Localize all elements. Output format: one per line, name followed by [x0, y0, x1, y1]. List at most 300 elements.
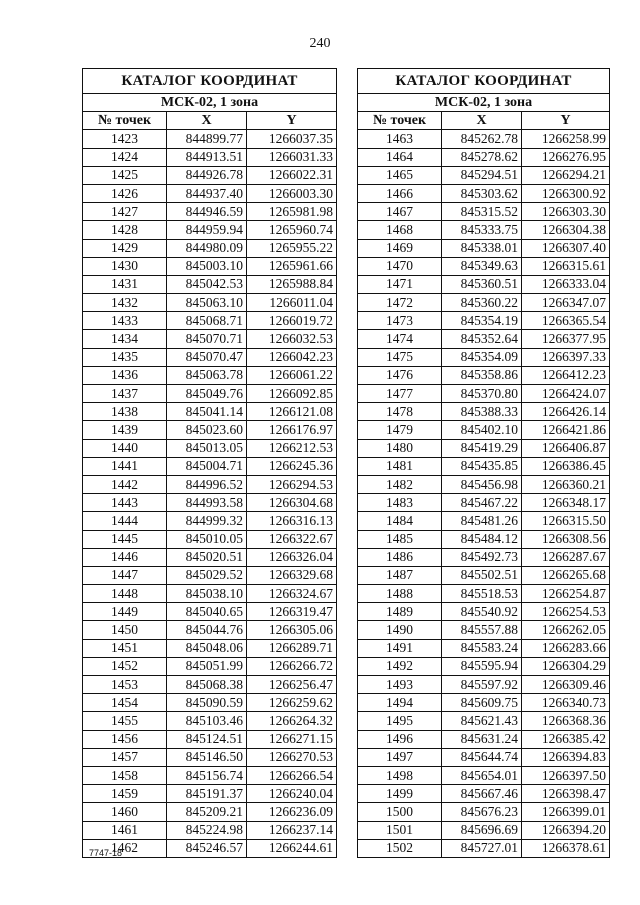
coord-x: 845360.51	[442, 275, 522, 293]
coord-y: 1266289.71	[247, 639, 337, 657]
coord-y: 1266394.20	[522, 821, 610, 839]
point-number: 1445	[83, 530, 167, 548]
point-number: 1473	[358, 312, 442, 330]
table-row	[83, 294, 337, 312]
coord-y: 1266061.22	[247, 366, 337, 384]
coord-y: 1265955.22	[247, 239, 337, 257]
coord-x: 845191.37	[167, 785, 247, 803]
coord-y: 1266244.61	[247, 839, 337, 857]
point-number: 1444	[83, 512, 167, 530]
coord-x: 845146.50	[167, 748, 247, 766]
coord-y: 1266287.67	[522, 548, 610, 566]
table-row	[83, 203, 337, 221]
coord-x: 845023.60	[167, 421, 247, 439]
coord-y: 1266240.04	[247, 785, 337, 803]
table-row	[83, 548, 337, 566]
coord-y: 1266406.87	[522, 439, 610, 457]
point-number: 1487	[358, 566, 442, 584]
table-row	[358, 166, 610, 184]
coord-y: 1266254.53	[522, 603, 610, 621]
coord-y: 1266236.09	[247, 803, 337, 821]
coord-y: 1266264.32	[247, 712, 337, 730]
point-number: 1458	[83, 766, 167, 784]
coord-y: 1266322.67	[247, 530, 337, 548]
point-number: 1467	[358, 203, 442, 221]
coord-x: 844946.59	[167, 203, 247, 221]
coord-x: 844996.52	[167, 475, 247, 493]
coord-y: 1266037.35	[247, 130, 337, 148]
coord-y: 1266303.30	[522, 203, 610, 221]
coord-y: 1266326.04	[247, 548, 337, 566]
coord-x: 845540.92	[442, 603, 522, 621]
coord-x: 845246.57	[167, 839, 247, 857]
table-row	[358, 566, 610, 584]
coord-y: 1266368.36	[522, 712, 610, 730]
coord-y: 1265960.74	[247, 221, 337, 239]
coord-x: 845209.21	[167, 803, 247, 821]
coord-x: 845041.14	[167, 403, 247, 421]
point-number: 1481	[358, 457, 442, 475]
table-row	[83, 457, 337, 475]
coord-x: 845484.12	[442, 530, 522, 548]
table-row	[83, 130, 337, 148]
table-row	[83, 312, 337, 330]
table-row	[83, 694, 337, 712]
table-row	[358, 294, 610, 312]
coord-x: 844926.78	[167, 166, 247, 184]
coord-x: 845349.63	[442, 257, 522, 275]
coord-x: 845518.53	[442, 585, 522, 603]
coord-x: 845042.53	[167, 275, 247, 293]
table-row	[83, 275, 337, 293]
coord-x: 845333.75	[442, 221, 522, 239]
coord-x: 845609.75	[442, 694, 522, 712]
coord-x: 845667.46	[442, 785, 522, 803]
table-row	[83, 512, 337, 530]
coord-x: 845354.19	[442, 312, 522, 330]
coord-y: 1266092.85	[247, 385, 337, 403]
coord-x: 845029.52	[167, 566, 247, 584]
table-row	[83, 676, 337, 694]
point-number: 1462	[83, 839, 167, 857]
table-row	[83, 803, 337, 821]
catalog-body-left	[83, 130, 337, 858]
point-number: 1461	[83, 821, 167, 839]
point-number: 1425	[83, 166, 167, 184]
coord-x: 845467.22	[442, 494, 522, 512]
point-number: 1434	[83, 330, 167, 348]
point-number: 1450	[83, 621, 167, 639]
point-number: 1483	[358, 494, 442, 512]
point-number: 1489	[358, 603, 442, 621]
table-row	[358, 203, 610, 221]
table-row	[358, 494, 610, 512]
coord-x: 845068.71	[167, 312, 247, 330]
point-number: 1465	[358, 166, 442, 184]
point-number: 1431	[83, 275, 167, 293]
coord-y: 1266319.47	[247, 603, 337, 621]
coord-y: 1266377.95	[522, 330, 610, 348]
point-number: 1496	[358, 730, 442, 748]
coord-y: 1266032.53	[247, 330, 337, 348]
point-number: 1500	[358, 803, 442, 821]
point-number: 1437	[83, 385, 167, 403]
coord-y: 1266265.68	[522, 566, 610, 584]
point-number: 1463	[358, 130, 442, 148]
coord-y: 1265981.98	[247, 203, 337, 221]
document-code: 7747-18	[89, 848, 123, 858]
table-row	[83, 366, 337, 384]
point-number: 1493	[358, 676, 442, 694]
coord-x: 845388.33	[442, 403, 522, 421]
coord-y: 1266003.30	[247, 184, 337, 202]
coord-y: 1266031.33	[247, 148, 337, 166]
table-row	[358, 348, 610, 366]
coord-y: 1266340.73	[522, 694, 610, 712]
coord-x: 845360.22	[442, 294, 522, 312]
table-row	[83, 494, 337, 512]
coord-y: 1266271.15	[247, 730, 337, 748]
coord-y: 1266304.38	[522, 221, 610, 239]
point-number: 1435	[83, 348, 167, 366]
coord-x: 845090.59	[167, 694, 247, 712]
coord-y: 1266022.31	[247, 166, 337, 184]
point-number: 1423	[83, 130, 167, 148]
coord-x: 845070.71	[167, 330, 247, 348]
coord-y: 1266421.86	[522, 421, 610, 439]
coord-y: 1266266.72	[247, 657, 337, 675]
coord-x: 845038.10	[167, 585, 247, 603]
coord-x: 845621.43	[442, 712, 522, 730]
coord-x: 845644.74	[442, 748, 522, 766]
coord-y: 1266262.05	[522, 621, 610, 639]
column-header-x: X	[442, 112, 522, 130]
coord-y: 1266304.68	[247, 494, 337, 512]
table-row	[358, 403, 610, 421]
coord-y: 1266360.21	[522, 475, 610, 493]
coord-x: 845063.78	[167, 366, 247, 384]
coord-y: 1266426.14	[522, 403, 610, 421]
coord-y: 1266270.53	[247, 748, 337, 766]
point-number: 1492	[358, 657, 442, 675]
coord-x: 845419.29	[442, 439, 522, 457]
coord-x: 845020.51	[167, 548, 247, 566]
point-number: 1430	[83, 257, 167, 275]
coord-y: 1266307.40	[522, 239, 610, 257]
coord-x: 845010.05	[167, 530, 247, 548]
coord-y: 1265961.66	[247, 257, 337, 275]
point-number: 1488	[358, 585, 442, 603]
table-row	[83, 748, 337, 766]
column-header-y: Y	[522, 112, 610, 130]
table-row	[358, 421, 610, 439]
point-number: 1441	[83, 457, 167, 475]
point-number: 1442	[83, 475, 167, 493]
coord-x: 845068.38	[167, 676, 247, 694]
table-row	[83, 603, 337, 621]
table-row	[358, 548, 610, 566]
coord-x: 845156.74	[167, 766, 247, 784]
point-number: 1475	[358, 348, 442, 366]
coord-y: 1266424.07	[522, 385, 610, 403]
coord-x: 845354.09	[442, 348, 522, 366]
coord-y: 1265988.84	[247, 275, 337, 293]
table-row	[83, 821, 337, 839]
coord-x: 845492.73	[442, 548, 522, 566]
coord-y: 1266329.68	[247, 566, 337, 584]
page-number: 240	[309, 36, 331, 51]
coord-y: 1266316.13	[247, 512, 337, 530]
table-row	[83, 621, 337, 639]
coord-y: 1266315.61	[522, 257, 610, 275]
coord-x: 845583.24	[442, 639, 522, 657]
table-row	[358, 657, 610, 675]
table-row	[83, 348, 337, 366]
table-row	[358, 712, 610, 730]
coord-y: 1266397.33	[522, 348, 610, 366]
table-row	[358, 530, 610, 548]
coord-y: 1266294.53	[247, 475, 337, 493]
coord-x: 845049.76	[167, 385, 247, 403]
coord-x: 845676.23	[442, 803, 522, 821]
table-row	[83, 166, 337, 184]
coordinate-catalog-left	[82, 68, 337, 858]
table-row	[358, 676, 610, 694]
table-row	[358, 585, 610, 603]
coord-x: 845303.62	[442, 184, 522, 202]
point-number: 1427	[83, 203, 167, 221]
coord-x: 845103.46	[167, 712, 247, 730]
point-number: 1460	[83, 803, 167, 821]
coord-y: 1266300.92	[522, 184, 610, 202]
coord-x: 845051.99	[167, 657, 247, 675]
coord-y: 1266019.72	[247, 312, 337, 330]
catalog-body-right	[358, 130, 610, 858]
point-number: 1486	[358, 548, 442, 566]
point-number: 1443	[83, 494, 167, 512]
table-row	[358, 803, 610, 821]
coord-y: 1266378.61	[522, 839, 610, 857]
coord-y: 1266276.95	[522, 148, 610, 166]
table-row	[358, 148, 610, 166]
table-row	[358, 130, 610, 148]
point-number: 1446	[83, 548, 167, 566]
table-row	[358, 221, 610, 239]
table-row	[83, 421, 337, 439]
coord-x: 845044.76	[167, 621, 247, 639]
coord-x: 845696.69	[442, 821, 522, 839]
coordinate-system-label: МСК-02, 1 зона	[83, 94, 337, 112]
coord-x: 845063.10	[167, 294, 247, 312]
coord-y: 1266237.14	[247, 821, 337, 839]
table-row	[358, 621, 610, 639]
coord-y: 1266294.21	[522, 166, 610, 184]
coord-y: 1266042.23	[247, 348, 337, 366]
point-number: 1440	[83, 439, 167, 457]
point-number: 1484	[358, 512, 442, 530]
table-row	[83, 566, 337, 584]
point-number: 1491	[358, 639, 442, 657]
table-row	[358, 694, 610, 712]
coord-x: 845358.86	[442, 366, 522, 384]
coord-x: 844913.51	[167, 148, 247, 166]
point-number: 1499	[358, 785, 442, 803]
point-number: 1457	[83, 748, 167, 766]
coord-x: 845315.52	[442, 203, 522, 221]
coord-y: 1266305.06	[247, 621, 337, 639]
point-number: 1452	[83, 657, 167, 675]
point-number: 1480	[358, 439, 442, 457]
point-number: 1476	[358, 366, 442, 384]
table-row	[83, 475, 337, 493]
coord-x: 845004.71	[167, 457, 247, 475]
point-number: 1429	[83, 239, 167, 257]
coord-y: 1266011.04	[247, 294, 337, 312]
table-row	[83, 385, 337, 403]
coord-x: 844937.40	[167, 184, 247, 202]
table-row	[358, 766, 610, 784]
table-row	[358, 257, 610, 275]
coord-y: 1266398.47	[522, 785, 610, 803]
coord-x: 845597.92	[442, 676, 522, 694]
coord-y: 1266394.83	[522, 748, 610, 766]
table-row	[83, 330, 337, 348]
coord-y: 1266176.97	[247, 421, 337, 439]
table-row	[83, 184, 337, 202]
coord-x: 845124.51	[167, 730, 247, 748]
point-number: 1455	[83, 712, 167, 730]
coord-y: 1266386.45	[522, 457, 610, 475]
coord-x: 845727.01	[442, 839, 522, 857]
table-row	[358, 748, 610, 766]
table-row	[83, 639, 337, 657]
table-row	[83, 439, 337, 457]
column-header-y: Y	[247, 112, 337, 130]
coord-x: 845595.94	[442, 657, 522, 675]
point-number: 1454	[83, 694, 167, 712]
coord-y: 1266283.66	[522, 639, 610, 657]
point-number: 1494	[358, 694, 442, 712]
point-number: 1479	[358, 421, 442, 439]
table-row	[83, 148, 337, 166]
point-number: 1426	[83, 184, 167, 202]
table-row	[83, 712, 337, 730]
coord-y: 1266399.01	[522, 803, 610, 821]
coord-y: 1266309.46	[522, 676, 610, 694]
coord-x: 844959.94	[167, 221, 247, 239]
point-number: 1495	[358, 712, 442, 730]
table-row	[83, 785, 337, 803]
coord-x: 845481.26	[442, 512, 522, 530]
coord-y: 1266308.56	[522, 530, 610, 548]
table-row	[358, 839, 610, 857]
point-number: 1447	[83, 566, 167, 584]
point-number: 1436	[83, 366, 167, 384]
coord-y: 1266315.50	[522, 512, 610, 530]
column-header-point: № точек	[83, 112, 167, 130]
table-row	[358, 730, 610, 748]
table-row	[358, 457, 610, 475]
coord-x: 845048.06	[167, 639, 247, 657]
point-number: 1466	[358, 184, 442, 202]
coord-y: 1266304.29	[522, 657, 610, 675]
coord-y: 1266266.54	[247, 766, 337, 784]
coord-y: 1266121.08	[247, 403, 337, 421]
coord-x: 845278.62	[442, 148, 522, 166]
point-number: 1478	[358, 403, 442, 421]
coord-x: 845003.10	[167, 257, 247, 275]
point-number: 1438	[83, 403, 167, 421]
coord-y: 1266348.17	[522, 494, 610, 512]
point-number: 1470	[358, 257, 442, 275]
table-row	[358, 639, 610, 657]
table-row	[358, 512, 610, 530]
point-number: 1451	[83, 639, 167, 657]
coord-x: 844899.77	[167, 130, 247, 148]
table-row	[358, 312, 610, 330]
point-number: 1497	[358, 748, 442, 766]
coord-y: 1266258.99	[522, 130, 610, 148]
coord-y: 1266365.54	[522, 312, 610, 330]
coord-x: 844999.32	[167, 512, 247, 530]
table-row	[83, 766, 337, 784]
point-number: 1498	[358, 766, 442, 784]
coord-y: 1266254.87	[522, 585, 610, 603]
coord-y: 1266256.47	[247, 676, 337, 694]
table-row	[358, 385, 610, 403]
point-number: 1428	[83, 221, 167, 239]
table-row	[358, 330, 610, 348]
coordinate-system-label: МСК-02, 1 зона	[358, 94, 610, 112]
coord-x: 845370.80	[442, 385, 522, 403]
point-number: 1456	[83, 730, 167, 748]
point-number: 1502	[358, 839, 442, 857]
point-number: 1474	[358, 330, 442, 348]
coord-x: 845557.88	[442, 621, 522, 639]
point-number: 1424	[83, 148, 167, 166]
point-number: 1468	[358, 221, 442, 239]
coord-x: 844980.09	[167, 239, 247, 257]
table-row	[358, 439, 610, 457]
table-row	[358, 785, 610, 803]
coord-x: 845402.10	[442, 421, 522, 439]
coord-x: 845262.78	[442, 130, 522, 148]
coord-x: 845040.65	[167, 603, 247, 621]
table-row	[358, 603, 610, 621]
table-row	[83, 403, 337, 421]
table-row	[83, 257, 337, 275]
coord-y: 1266245.36	[247, 457, 337, 475]
table-row	[358, 184, 610, 202]
coord-x: 845338.01	[442, 239, 522, 257]
point-number: 1449	[83, 603, 167, 621]
coordinate-catalog-right	[357, 68, 610, 858]
point-number: 1439	[83, 421, 167, 439]
table-row	[358, 475, 610, 493]
point-number: 1432	[83, 294, 167, 312]
table-row	[358, 239, 610, 257]
table-row	[83, 239, 337, 257]
coord-x: 845456.98	[442, 475, 522, 493]
coord-x: 845070.47	[167, 348, 247, 366]
table-row	[83, 221, 337, 239]
column-header-x: X	[167, 112, 247, 130]
coord-y: 1266412.23	[522, 366, 610, 384]
catalog-title: КАТАЛОГ КООРДИНАТ	[83, 69, 337, 94]
table-row	[358, 366, 610, 384]
point-number: 1469	[358, 239, 442, 257]
coord-y: 1266212.53	[247, 439, 337, 457]
